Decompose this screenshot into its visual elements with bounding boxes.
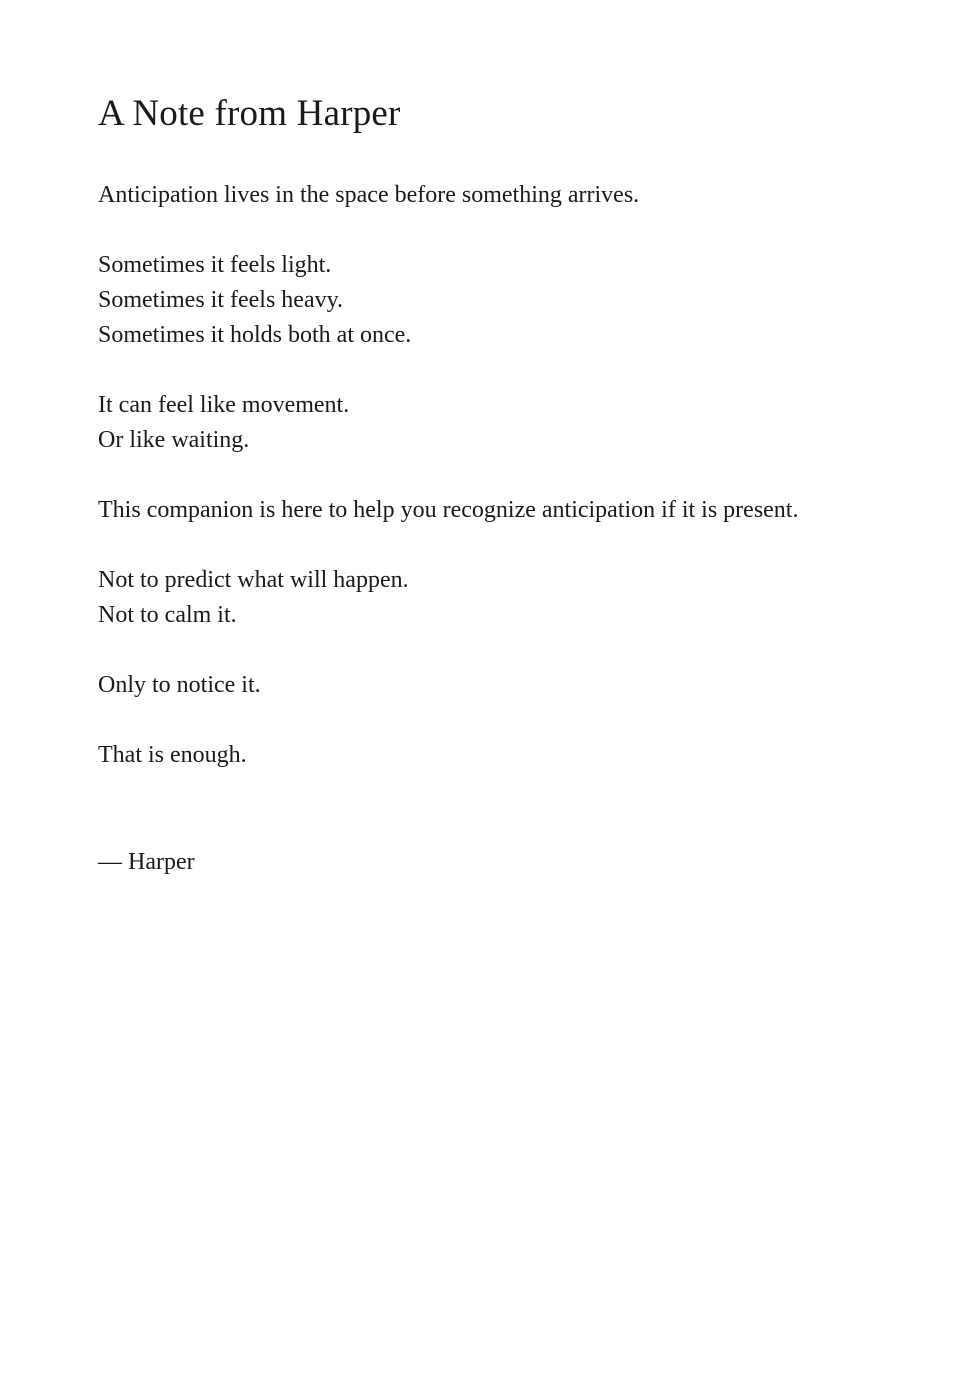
paragraph-5 — [98, 563, 888, 633]
paragraph-line: Or like waiting. — [98, 427, 250, 453]
paragraph-line: That is enough. — [98, 742, 247, 768]
note-body — [98, 178, 888, 773]
paragraph-line: It can feel like movement. — [98, 392, 350, 418]
page-title: A Note from Harper — [98, 93, 401, 134]
paragraph-line: Not to predict what will happen. — [98, 567, 409, 593]
paragraph-line: Anticipation lives in the space before something arrives. — [98, 182, 640, 208]
paragraph-4 — [98, 493, 888, 528]
signature: — Harper — [98, 849, 195, 875]
paragraph-3 — [98, 388, 888, 458]
paragraph-line: Sometimes it feels light. — [98, 252, 332, 278]
paragraph-line: Sometimes it holds both at once. — [98, 322, 412, 348]
paragraph-line: Not to calm it. — [98, 602, 237, 628]
paragraph-line: Sometimes it feels heavy. — [98, 287, 344, 313]
paragraph-6 — [98, 668, 888, 703]
paragraph-line: Only to notice it. — [98, 672, 261, 698]
paragraph-line: This companion is here to help you recognize anticipation if it is present. — [98, 497, 799, 523]
note-page — [98, 88, 888, 880]
paragraph-2 — [98, 248, 888, 353]
paragraph-1 — [98, 178, 888, 213]
paragraph-7 — [98, 738, 888, 773]
